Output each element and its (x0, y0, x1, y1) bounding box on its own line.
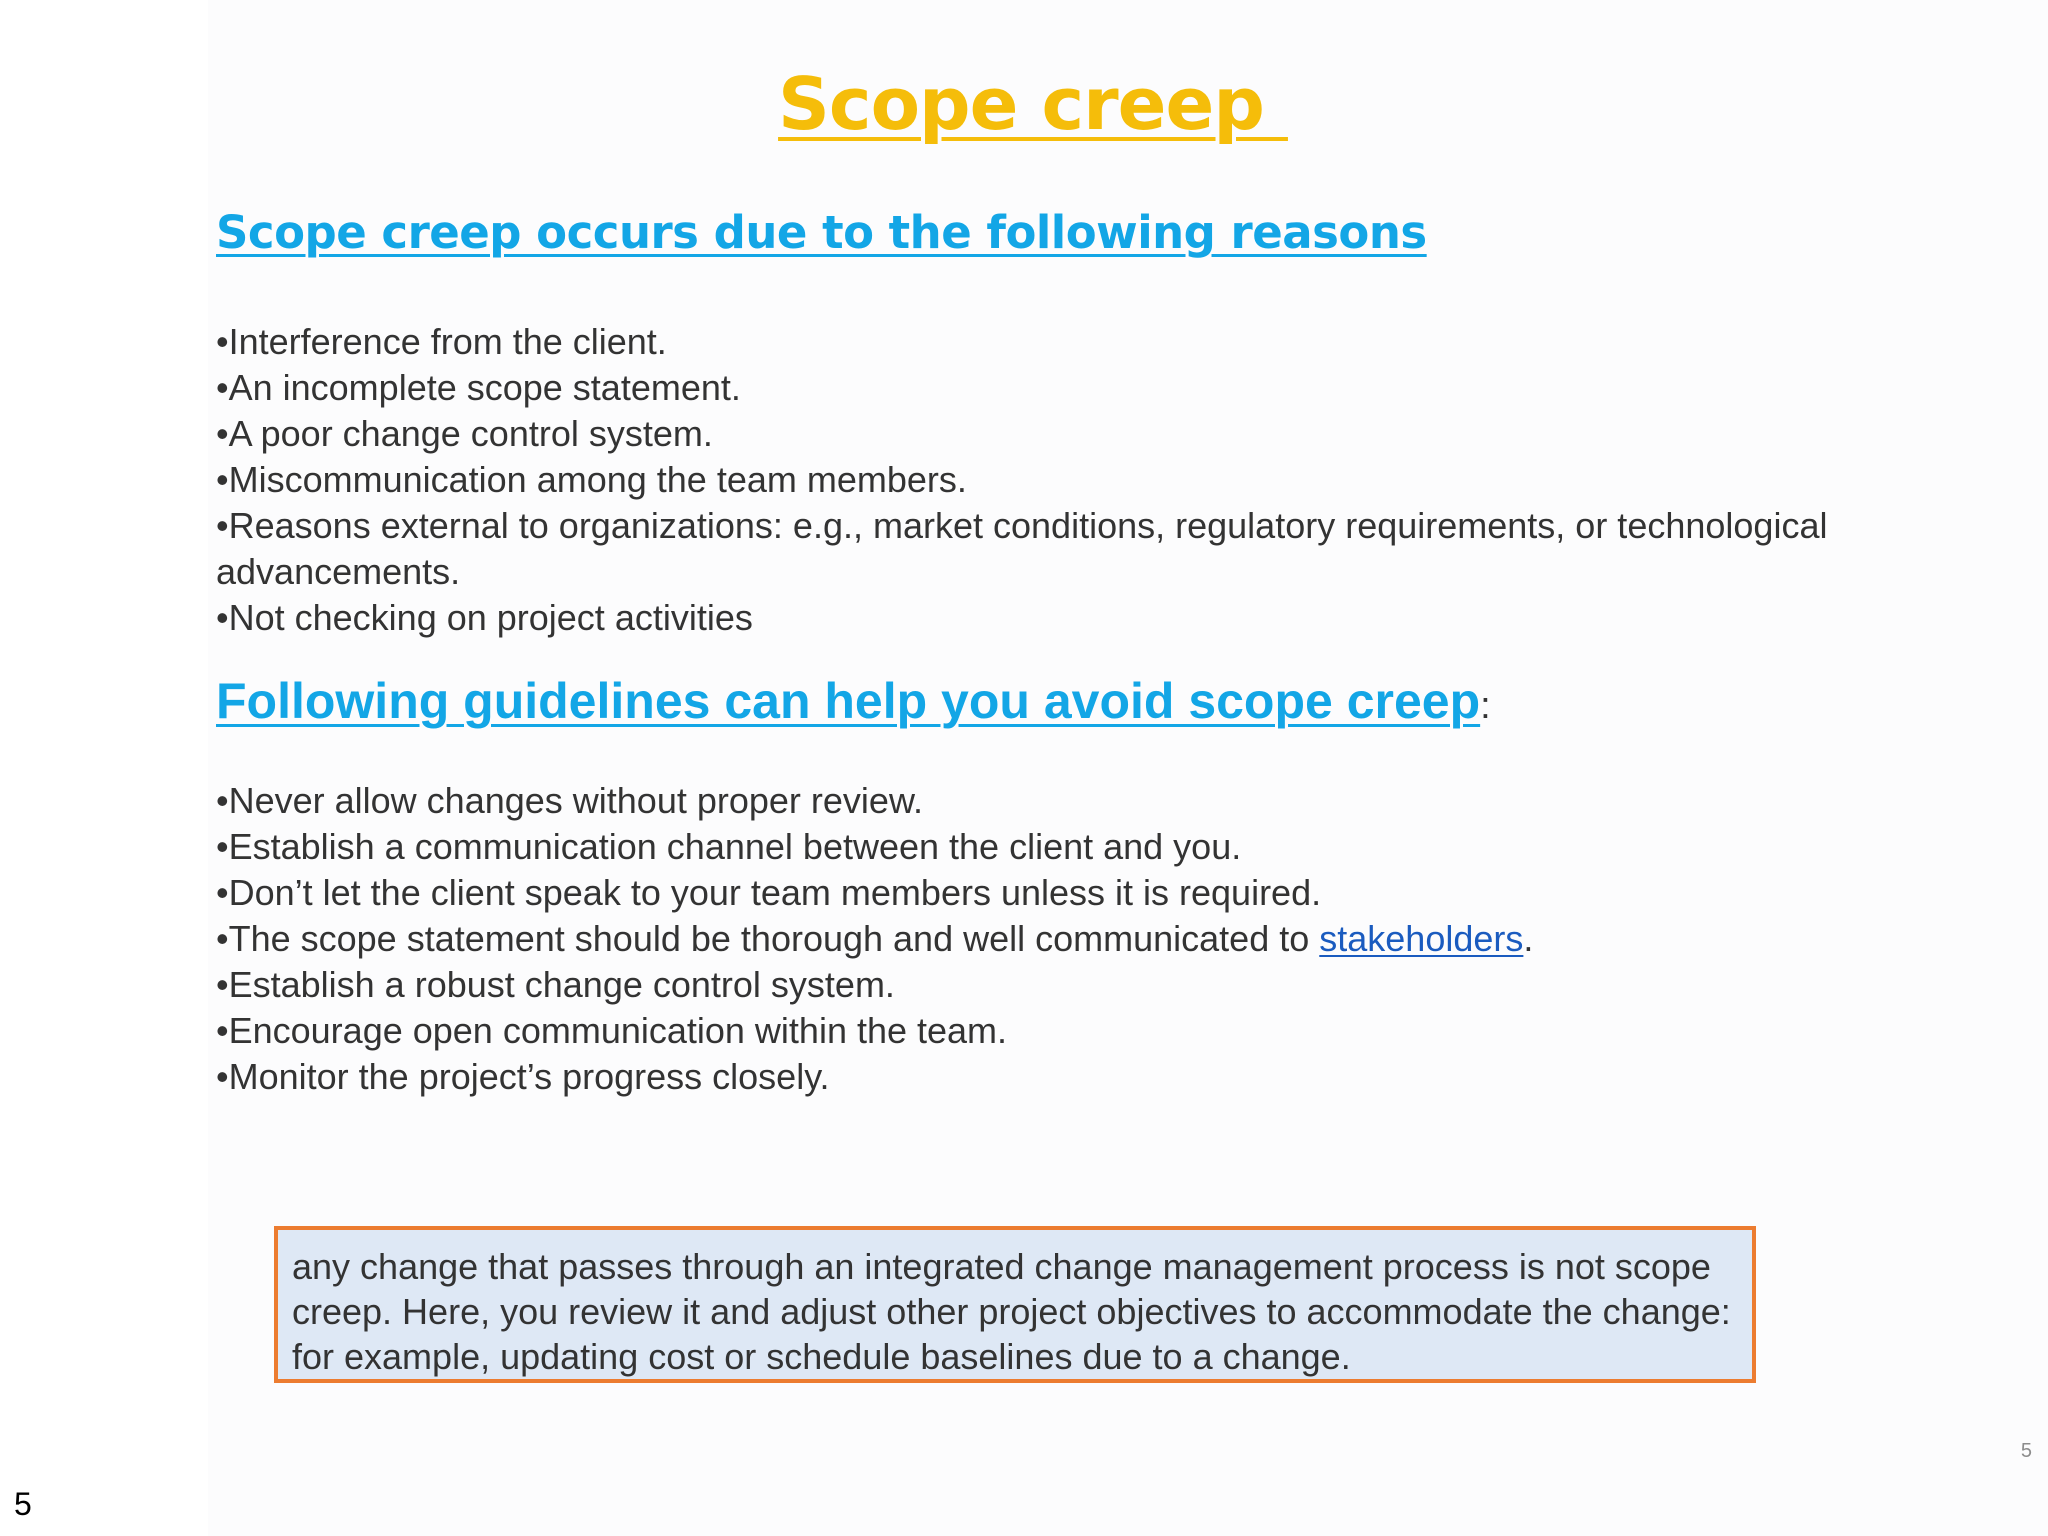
list-item: •Don’t let the client speak to your team members unless it is required. (216, 872, 1322, 913)
section-heading-guidelines (216, 672, 1491, 730)
guidelines-heading-text: Following guidelines can help you avoid scope creep (216, 673, 1481, 729)
stakeholders-link[interactable]: stakeholders (1319, 918, 1524, 959)
list-item: •Establish a robust change control system. (216, 964, 895, 1005)
list-item: •A poor change control system. (216, 413, 713, 454)
list-item: •Interference from the client. (216, 321, 667, 362)
list-item: •Miscommunication among the team members. (216, 459, 967, 500)
list-item: •Never allow changes without proper review. (216, 780, 923, 821)
page-number: 5 (14, 1486, 32, 1522)
list-item: •An incomplete scope statement. (216, 367, 741, 408)
list-item: •Reasons external to organizations: e.g., market conditions, regulatory requirements, or technological advancements. (216, 505, 1828, 592)
guidelines-list (216, 778, 1956, 1100)
callout-box: any change that passes through an integrated change management process is not scope creep. Here, you review it and adjust other project objectives to accommodate the change: for example, updating cost or schedule baselines due to a change. (274, 1226, 1756, 1383)
list-item: •Not checking on project activities (216, 597, 753, 638)
list-item-suffix: . (1523, 918, 1534, 959)
list-item: •Establish a communication channel between the client and you. (216, 826, 1242, 867)
guidelines-heading-colon: : (1480, 685, 1491, 727)
section-heading-reasons: Scope creep occurs due to the following reasons (216, 206, 1427, 259)
list-item: •Encourage open communication within the team. (216, 1010, 1008, 1051)
list-item: •Monitor the project’s progress closely. (216, 1056, 830, 1097)
slide-title: Scope creep (778, 62, 1288, 146)
slide-number: 5 (2020, 1440, 2032, 1462)
list-item (216, 916, 1956, 962)
list-item-text: •The scope statement should be thorough and well communicated to (216, 918, 1320, 959)
reasons-list (216, 319, 1956, 641)
